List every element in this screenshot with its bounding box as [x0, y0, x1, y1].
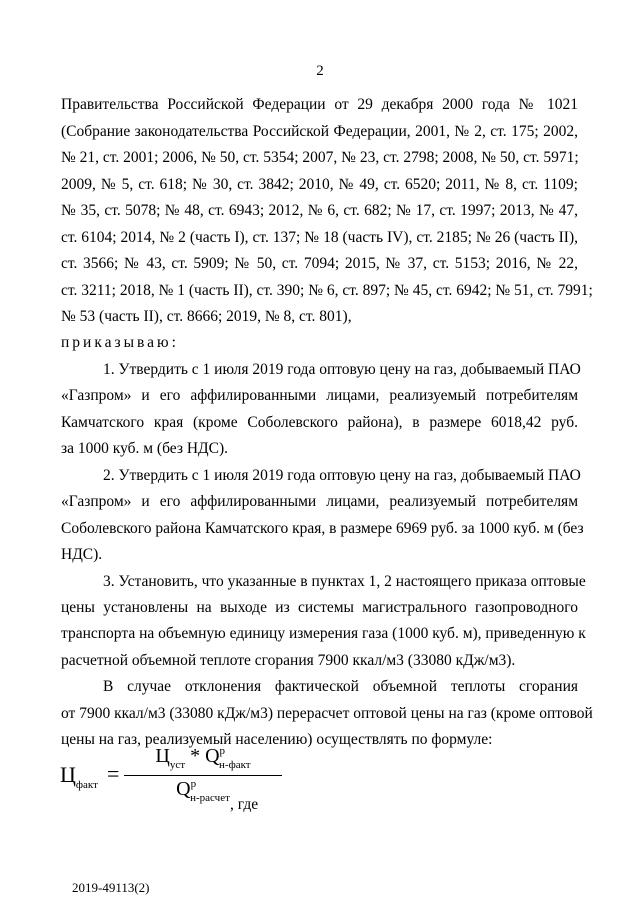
- formula-lhs: $Ц_{факт}$: [60, 762, 98, 791]
- formula-where: , где: [230, 796, 259, 813]
- price-formula: [60, 745, 380, 825]
- text-line: ст. 3211; 2018, № 1 (часть II), ст. 390; № 6, ст. 897; № 45, ст. 6942; № 51, ст. 7991;: [61, 282, 593, 299]
- text-line: Правительства Российской Федерации от 29 декабря 2000 года № 1021: [61, 96, 578, 113]
- item-1-line: за 1000 куб. м (без НДС).: [61, 440, 228, 457]
- formula-equals: =: [107, 761, 120, 786]
- formula-denominator: $Q^р_{н-расчет}$: [176, 778, 230, 804]
- item-1-line: Камчатского края (кроме Соболевского района), в размере 6018,42 руб.: [61, 414, 578, 431]
- item-3-line: транспорта на объемную единицу измерения газа (1000 куб. м), приведенную к: [61, 625, 586, 642]
- text-line: (Собрание законодательства Российской Федерации, 2001, № 2, ст. 175; 2002,: [61, 123, 578, 140]
- text-line: № 21, ст. 2001; 2006, № 50, ст. 5354; 2007, № 23, ст. 2798; 2008, № 50, ст. 5971;: [61, 149, 579, 166]
- order-keyword: приказываю:: [61, 334, 179, 351]
- text-line: № 53 (часть II), ст. 8666; 2019, № 8, ст. 801),: [61, 308, 352, 325]
- text-line: ст. 3566; № 43, ст. 5909; № 50, ст. 7094; 2015, № 37, ст. 5153; 2016, № 22,: [61, 255, 578, 272]
- item-3-line: 3. Установить, что указанные в пунктах 1, 2 настоящего приказа оптовые: [103, 573, 586, 590]
- document-footer-id: 2019-49113(2): [72, 880, 150, 895]
- deviation-line: В случае отклонения фактической объемной теплоты сгорания: [103, 678, 578, 695]
- item-2-line: «Газпром» и его аффилированными лицами, реализуемый потребителям: [61, 493, 578, 510]
- deviation-line: от 7900 ккал/м3 (33080 кДж/м3) перерасчет оптовой цены на газ (кроме оптовой: [61, 705, 593, 722]
- text-line: № 35, ст. 5078; № 48, ст. 6943; 2012, № 6, ст. 682; № 17, ст. 1997; 2013, № 47,: [61, 202, 578, 219]
- item-3-line: цены установлены на выходе из системы магистрального газопроводного: [61, 599, 578, 616]
- item-3-line: расчетной объемной теплоте сгорания 7900 ккал/м3 (33080 кДж/м3).: [61, 652, 516, 669]
- formula-numerator: $Ц_{уст} * Q^р_{н-факт}$: [155, 745, 251, 771]
- item-1-line: 1. Утвердить с 1 июля 2019 года оптовую цену на газ, добываемый ПАО: [103, 361, 581, 378]
- item-2-line: Соболевского района Камчатского края, в размере 6969 руб. за 1000 куб. м (без: [61, 520, 584, 537]
- deviation-line: цены на газ, реализуемый населению) осуществлять по формуле:: [61, 731, 493, 748]
- page-number: 2: [316, 63, 324, 79]
- text-line: 2009, № 5, ст. 618; № 30, ст. 3842; 2010, № 49, ст. 6520; 2011, № 8, ст. 1109;: [61, 176, 578, 193]
- item-2-line: 2. Утвердить с 1 июля 2019 года оптовую цену на газ, добываемый ПАО: [103, 467, 581, 484]
- item-1-line: «Газпром» и его аффилированными лицами, реализуемый потребителям: [61, 387, 578, 404]
- fraction-bar: [124, 775, 282, 776]
- item-2-line: НДС).: [61, 546, 103, 563]
- text-line: ст. 6104; 2014, № 2 (часть I), ст. 137; № 18 (часть IV), ст. 2185; № 26 (часть II),: [61, 229, 578, 246]
